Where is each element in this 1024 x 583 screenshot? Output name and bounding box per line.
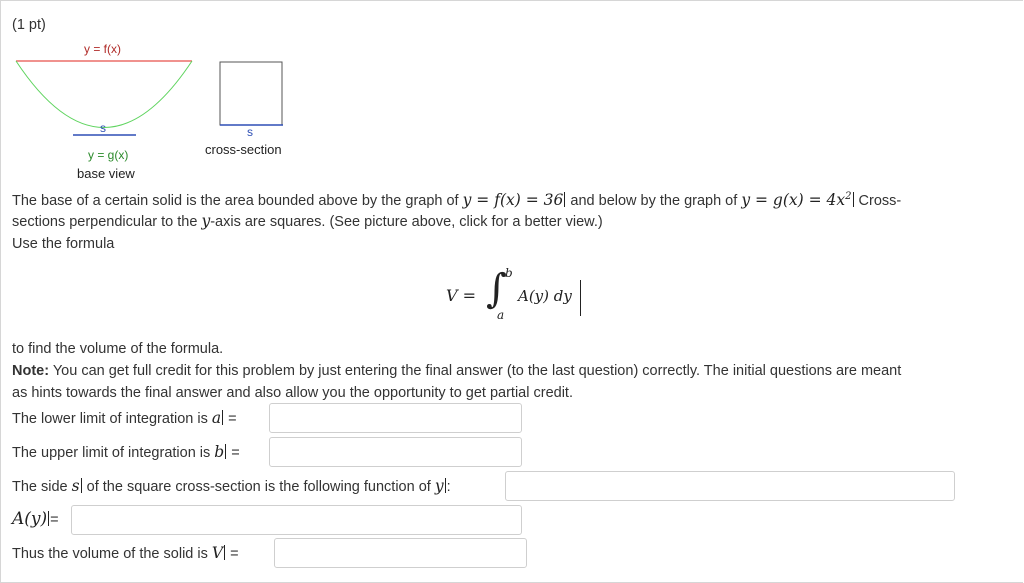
text-cursor (564, 192, 565, 207)
statement-line-1 (12, 188, 901, 210)
statement-part-2: and below by the graph of (570, 193, 738, 210)
text-cursor (48, 511, 49, 526)
statement-line-2 (12, 212, 603, 231)
cross-section-square (220, 62, 282, 125)
points-label: (1 pt) (12, 17, 46, 33)
note-text: You can get full credit for this problem by just entering the final answer (to the last question) correctly. The initial questions are meant (52, 363, 902, 379)
volume-input[interactable] (274, 538, 527, 568)
figure-graphic (0, 36, 320, 186)
integral-upper-limit: b (505, 266, 513, 280)
text-cursor (225, 444, 226, 459)
f-expression: y = f(x) = 36 (462, 191, 564, 210)
question-volume (12, 544, 239, 563)
q1-equals: = (228, 411, 237, 427)
q5-variable: V (211, 544, 224, 562)
question-area-function (12, 509, 59, 529)
q5-text: Thus the volume of the solid is (12, 546, 208, 562)
question-side-function: The side s of the square cross-section is the following function of y : (12, 477, 451, 495)
q1-variable: a (211, 409, 222, 427)
after-formula-text: to find the volume of the formula. (12, 341, 224, 357)
text-cursor (224, 545, 225, 560)
formula-lhs: V = (446, 286, 477, 305)
q2-equals: = (231, 445, 240, 461)
q3-text-b: of the square cross-section is the following function of (86, 479, 431, 495)
formula-cursor (580, 280, 581, 316)
note-line-1 (12, 362, 901, 380)
statement-line-2a: sections perpendicular to the (12, 214, 198, 230)
cross-section-segment-label: s (247, 125, 253, 139)
text-cursor (81, 478, 82, 493)
use-formula-text: Use the formula (12, 236, 115, 252)
text-cursor (445, 478, 446, 493)
area-function-input[interactable] (71, 505, 522, 535)
integral-sign: ∫ (486, 266, 507, 312)
side-function-input[interactable] (505, 471, 955, 501)
figure[interactable] (0, 36, 320, 186)
question-upper-limit (12, 443, 240, 462)
bottom-curve-label: y = g(x) (88, 148, 129, 162)
q2-variable: b (214, 443, 225, 461)
note-label: Note: (12, 363, 50, 379)
axis-variable: y (201, 212, 211, 230)
q3-variable-s: s (71, 477, 80, 495)
g-expression: $y = g(x) = 4x^2$ (741, 191, 852, 210)
q5-equals: = (230, 546, 239, 562)
q1-text: The lower limit of integration is (12, 411, 208, 427)
text-cursor (222, 410, 223, 425)
q3-text-a: The side (12, 479, 68, 495)
statement-line-2b: -axis are squares. (See picture above, click for a better view.) (210, 214, 603, 230)
q2-text: The upper limit of integration is (12, 445, 211, 461)
base-view-label: base view (77, 166, 135, 181)
lower-limit-input[interactable] (269, 403, 522, 433)
volume-formula (446, 262, 606, 322)
question-lower-limit (12, 409, 237, 428)
upper-limit-input[interactable] (269, 437, 522, 467)
text-cursor (853, 192, 854, 207)
bottom-curve-parabola (16, 61, 192, 128)
integral-lower-limit: a (497, 308, 505, 322)
segment-label: s (100, 121, 106, 135)
cross-section-label: cross-section (205, 142, 282, 157)
q4-equals: = (50, 512, 59, 528)
statement-part-3: Cross- (858, 193, 902, 210)
q4-expression: A(y) (12, 509, 48, 529)
q3-variable-y: y (434, 477, 444, 495)
top-curve-label: y = f(x) (84, 42, 122, 56)
statement-part-1: The base of a certain solid is the area bounded above by the graph of (12, 193, 459, 210)
note-line-2: as hints towards the final answer and also allow you the opportunity to get partial credit. (12, 385, 573, 401)
formula-integrand: A(y) dy (518, 287, 572, 305)
